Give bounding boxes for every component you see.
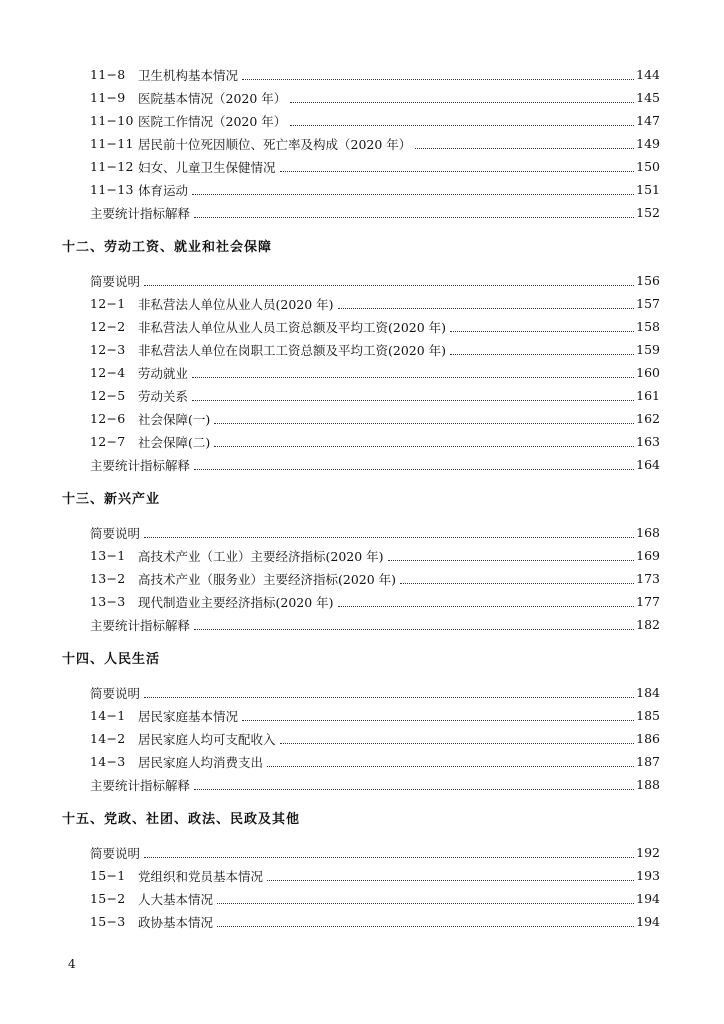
toc-entry-title: 非私营法人单位从业人员(2020 年) (138, 296, 334, 312)
toc-entry[interactable] (90, 132, 660, 155)
toc-entry-page: 173 (636, 571, 660, 586)
toc-entry-page: 160 (636, 365, 660, 380)
dot-leader (194, 468, 634, 470)
toc-entry[interactable] (90, 292, 660, 315)
toc-entry-title: 党组织和党员基本情况 (138, 868, 264, 884)
toc-entry[interactable] (90, 430, 660, 453)
toc-entry[interactable] (90, 63, 660, 86)
toc-entry-title: 主要统计指标解释 (90, 457, 191, 473)
toc-entry-title: 医院基本情况（2020 年） (138, 90, 287, 106)
dot-leader (144, 284, 634, 286)
toc-entry-page: 163 (636, 434, 660, 449)
toc-entry-page: 157 (636, 296, 660, 311)
toc-entry-title: 居民家庭基本情况 (138, 708, 239, 724)
toc-entry-title: 政协基本情况 (138, 914, 214, 930)
toc-entry[interactable] (90, 178, 660, 201)
toc-entry[interactable] (90, 338, 660, 361)
toc-entry-number: 12−2 (90, 319, 126, 334)
toc-entry-page: 188 (636, 777, 660, 792)
toc-entry[interactable] (90, 887, 660, 910)
toc-entry-page: 158 (636, 319, 660, 334)
toc-entry-number: 13−3 (90, 594, 126, 609)
toc-entry-page: 164 (636, 457, 660, 472)
dot-leader (290, 101, 634, 103)
toc-entry-number: 11−13 (90, 182, 134, 197)
toc-entry[interactable] (90, 315, 660, 338)
toc-entry-title: 妇女、儿童卫生保健情况 (138, 159, 276, 175)
dot-leader (280, 742, 635, 744)
toc-entry-number: 11−8 (90, 67, 126, 82)
toc-entry[interactable] (90, 841, 660, 864)
toc-entry-number: 12−3 (90, 342, 126, 357)
page-number: 4 (68, 957, 76, 971)
toc-entry-number: 12−7 (90, 434, 126, 449)
toc-entry-title: 非私营法人单位在岗职工工资总额及平均工资(2020 年) (138, 342, 447, 358)
toc-entry-number: 15−3 (90, 914, 126, 929)
toc-entry-number: 12−6 (90, 411, 126, 426)
toc-entry-title: 医院工作情况（2020 年） (138, 113, 287, 129)
toc-entry-number: 15−2 (90, 891, 126, 906)
toc-entry[interactable] (90, 407, 660, 430)
section-heading: 十四、人民生活 (62, 652, 161, 667)
toc-entry-title: 非私营法人单位从业人员工资总额及平均工资(2020 年) (138, 319, 447, 335)
toc-entry-page: 145 (636, 90, 660, 105)
toc-entry-page: 156 (636, 273, 660, 288)
toc-entry-title: 居民前十位死因顺位、死亡率及构成（2020 年） (138, 136, 412, 152)
dot-leader (242, 78, 634, 80)
dot-leader (144, 696, 634, 698)
toc-entry-number: 13−1 (90, 548, 126, 563)
toc-entry-number: 14−2 (90, 731, 126, 746)
toc-entry-page: 192 (636, 845, 660, 860)
dot-leader (290, 124, 634, 126)
dot-leader (280, 170, 635, 172)
toc-entry[interactable] (90, 269, 660, 292)
dot-leader (267, 765, 634, 767)
toc-entry[interactable] (90, 613, 660, 636)
toc-entry-number: 14−1 (90, 708, 126, 723)
toc-entry-number: 12−5 (90, 388, 126, 403)
toc-entry[interactable] (90, 86, 660, 109)
toc-entry-title: 卫生机构基本情况 (138, 67, 239, 83)
toc-entry[interactable] (90, 681, 660, 704)
toc-entry-number: 15−1 (90, 868, 126, 883)
dot-leader (194, 788, 634, 790)
toc-entry-title: 主要统计指标解释 (90, 777, 191, 793)
dot-leader (192, 193, 634, 195)
dot-leader (144, 536, 634, 538)
toc-entry-page: 187 (636, 754, 660, 769)
toc-entry[interactable] (90, 544, 660, 567)
toc-entry-page: 161 (636, 388, 660, 403)
toc-entry-page: 169 (636, 548, 660, 563)
dot-leader (217, 925, 634, 927)
toc-entry-title: 劳动就业 (138, 365, 189, 381)
toc-entry-title: 体育运动 (138, 182, 189, 198)
toc-entry-page: 159 (636, 342, 660, 357)
toc-entry-page: 151 (636, 182, 660, 197)
dot-leader (194, 628, 634, 630)
toc-entry-number: 11−11 (90, 136, 134, 151)
toc-entry-title: 居民家庭人均消费支出 (138, 754, 264, 770)
toc-entry-number: 11−10 (90, 113, 134, 128)
section-heading: 十三、新兴产业 (62, 492, 161, 507)
dot-leader (242, 719, 634, 721)
toc-entry[interactable] (90, 155, 660, 178)
toc-entry-number: 11−12 (90, 159, 134, 174)
toc-entry[interactable] (90, 704, 660, 727)
toc-entry-title: 简要说明 (90, 685, 141, 701)
toc-entry-page: 177 (636, 594, 660, 609)
dot-leader (450, 353, 634, 355)
toc-entry[interactable] (90, 567, 660, 590)
toc-entry[interactable] (90, 590, 660, 613)
toc-entry-page: 168 (636, 525, 660, 540)
toc-entry-number: 14−3 (90, 754, 126, 769)
toc-entry-page: 186 (636, 731, 660, 746)
toc-entry[interactable] (90, 864, 660, 887)
toc-entry[interactable] (90, 109, 660, 132)
toc-entry-title: 社会保障(二) (138, 434, 211, 450)
dot-leader (192, 376, 634, 378)
dot-leader (338, 307, 635, 309)
toc-entry-title: 高技术产业（服务业）主要经济指标(2020 年) (138, 571, 397, 587)
toc-entry-page: 194 (636, 914, 660, 929)
toc-entry-page: 152 (636, 205, 660, 220)
toc-entry-title: 社会保障(一) (138, 411, 211, 427)
toc-entry[interactable] (90, 750, 660, 773)
toc-entry-number: 12−1 (90, 296, 126, 311)
toc-entry-title: 简要说明 (90, 273, 141, 289)
toc-entry-page: 149 (636, 136, 660, 151)
toc-entry-number: 11−9 (90, 90, 126, 105)
toc-entry-page: 147 (636, 113, 660, 128)
dot-leader (217, 902, 634, 904)
toc-entry-page: 193 (636, 868, 660, 883)
dot-leader (267, 879, 634, 881)
toc-entry-title: 现代制造业主要经济指标(2020 年) (138, 594, 334, 610)
toc-entry[interactable] (90, 453, 660, 476)
dot-leader (214, 445, 634, 447)
toc-entry-page: 194 (636, 891, 660, 906)
toc-entry-title: 人大基本情况 (138, 891, 214, 907)
toc-entry-number: 12−4 (90, 365, 126, 380)
toc-entry-title: 高技术产业（工业）主要经济指标(2020 年) (138, 548, 384, 564)
dot-leader (144, 856, 634, 858)
dot-leader (415, 147, 634, 149)
dot-leader (388, 559, 635, 561)
toc-entry-page: 144 (636, 67, 660, 82)
dot-leader (214, 422, 634, 424)
dot-leader (400, 582, 634, 584)
dot-leader (192, 399, 634, 401)
dot-leader (450, 330, 634, 332)
dot-leader (338, 605, 635, 607)
toc-entry[interactable] (90, 521, 660, 544)
toc-entry-title: 主要统计指标解释 (90, 617, 191, 633)
toc-entry-title: 简要说明 (90, 525, 141, 541)
section-heading: 十二、劳动工资、就业和社会保障 (62, 240, 273, 255)
toc-entry[interactable] (90, 910, 660, 933)
toc-entry-page: 185 (636, 708, 660, 723)
toc-entry-page: 162 (636, 411, 660, 426)
dot-leader (194, 216, 634, 218)
toc-entry[interactable] (90, 727, 660, 750)
toc-entry-title: 劳动关系 (138, 388, 189, 404)
toc-entry[interactable] (90, 361, 660, 384)
toc-entry-title: 主要统计指标解释 (90, 205, 191, 221)
toc-entry[interactable] (90, 201, 660, 224)
toc-entry-page: 150 (636, 159, 660, 174)
section-heading: 十五、党政、社团、政法、民政及其他 (62, 812, 301, 827)
toc-entry[interactable] (90, 773, 660, 796)
toc-entry[interactable] (90, 384, 660, 407)
toc-entry-page: 184 (636, 685, 660, 700)
toc-entry-page: 182 (636, 617, 660, 632)
toc-entry-number: 13−2 (90, 571, 126, 586)
toc-entry-title: 居民家庭人均可支配收入 (138, 731, 276, 747)
toc-entry-title: 简要说明 (90, 845, 141, 861)
